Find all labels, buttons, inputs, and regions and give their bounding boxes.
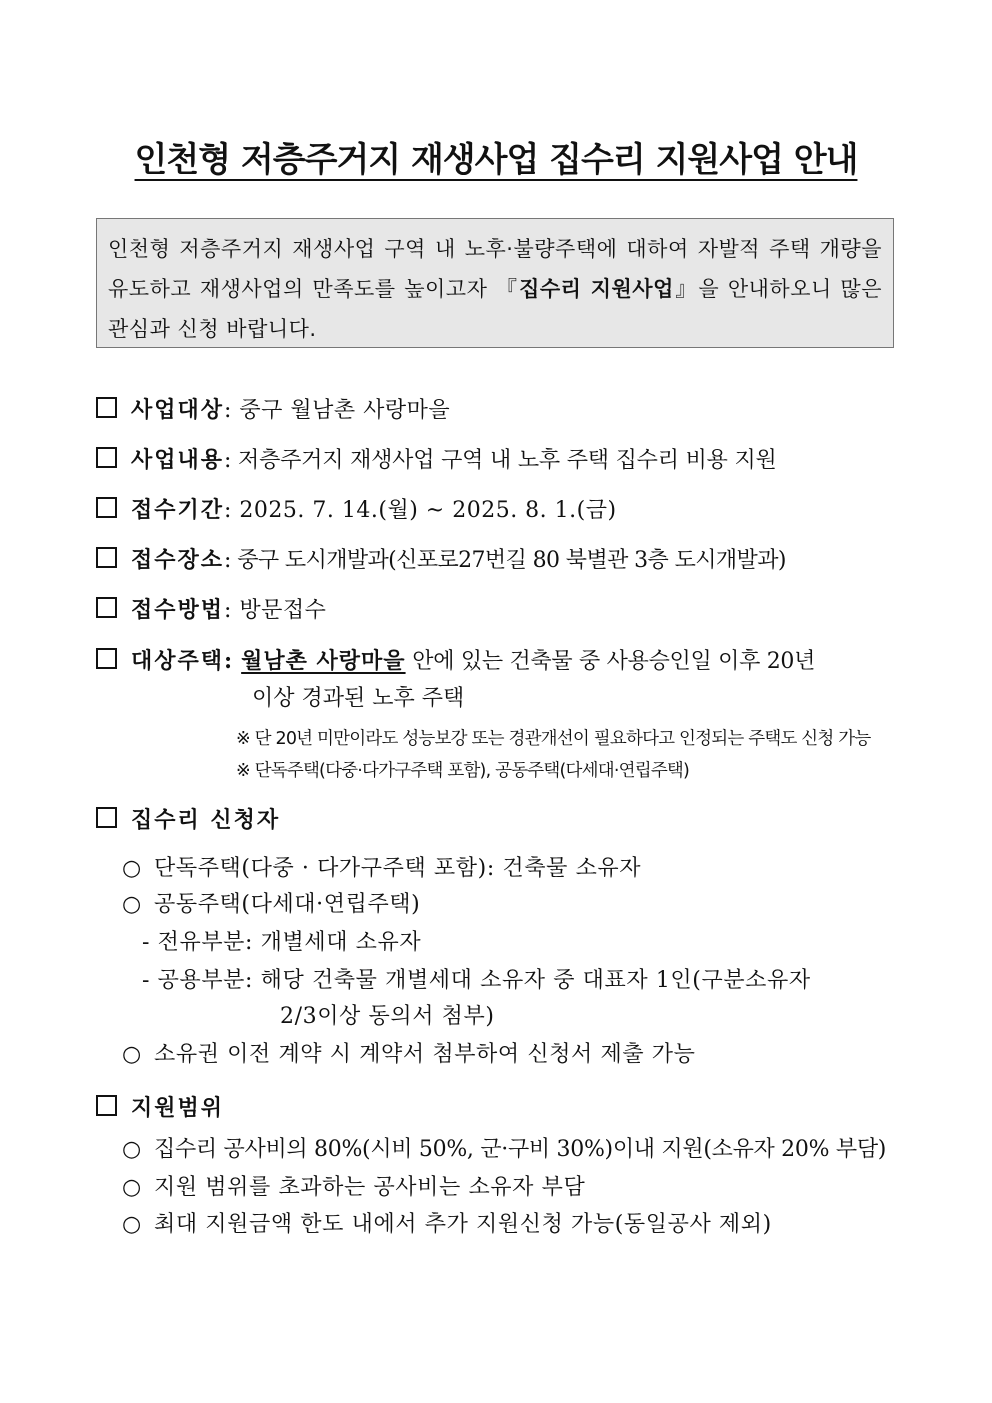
intro-text-after: 』을 안내하오니 많은 관심과 신청 바랍니다.	[108, 277, 883, 341]
circle-bullet-icon: ○	[122, 1042, 142, 1067]
checkbox-square-icon	[96, 597, 117, 618]
applicant-sub-1: - 전유부분: 개별세대 소유자	[142, 930, 422, 955]
intro-text-before: 인천형 저층주거지 재생사업 구역 내 노후·불량주택에 대하여 자발적 주택 개량을 유도하고 재생사업의 만족도를 높이고자 『	[108, 237, 882, 301]
scope-heading: 지원범위	[96, 1093, 224, 1124]
applicant-bullet-1: ○ 단독주택(다중 · 다가구주택 포함): 건축물 소유자	[122, 856, 642, 881]
item-place	[96, 545, 786, 576]
scope-bullet-3: ○ 최대 지원금액 한도 내에서 추가 지원신청 가능(동일공사 제외)	[122, 1212, 772, 1237]
item-label: 접수방법	[131, 597, 225, 623]
item-value: : 중구 월남촌 사랑마을	[224, 398, 451, 423]
applicant-bullet-2: ○ 공동주택(다세대·연립주택)	[122, 892, 421, 917]
checkbox-square-icon	[96, 497, 117, 518]
intro-bold-text: 집수리 지원사업	[519, 277, 674, 301]
checkbox-square-icon	[96, 447, 117, 468]
item-label: 대상주택:	[131, 648, 235, 674]
checkbox-square-icon	[96, 397, 117, 418]
checkbox-square-icon	[96, 807, 117, 828]
item-label: 접수장소	[131, 547, 225, 573]
checkbox-square-icon	[96, 648, 117, 669]
item-value: : 2025. 7. 14.(월) ~ 2025. 8. 1.(금)	[224, 498, 617, 523]
scope-bullet-2: ○ 지원 범위를 초과하는 공사비는 소유자 부담	[122, 1175, 586, 1200]
circle-bullet-icon: ○	[122, 1137, 141, 1162]
item-label: 사업내용	[131, 447, 225, 473]
page-title: 인천형 저층주거지 재생사업 집수리 지원사업 안내	[134, 140, 858, 180]
circle-bullet-icon: ○	[122, 1212, 142, 1237]
item-content	[96, 445, 777, 476]
applicant-sub-2-cont: 2/3이상 동의서 첨부)	[280, 1004, 495, 1029]
target-line2: 이상 경과된 노후 주택	[252, 686, 465, 711]
applicant-heading: 집수리 신청자	[96, 805, 280, 836]
intro-box	[96, 218, 894, 348]
checkbox-square-icon	[96, 547, 117, 568]
applicant-bullet-3: ○ 소유권 이전 계약 시 계약서 첨부하여 신청서 제출 가능	[122, 1042, 696, 1067]
item-period	[96, 495, 617, 526]
checkbox-square-icon	[96, 1095, 117, 1116]
item-label: 접수기간	[131, 497, 225, 523]
circle-bullet-icon: ○	[122, 892, 142, 917]
circle-bullet-icon: ○	[122, 1175, 142, 1200]
item-value: : 방문접수	[224, 598, 327, 623]
note-1: ※ 단 20년 미만이라도 성능보강 또는 경관개선이 필요하다고 인정되는 주택도 신청 가능	[236, 729, 871, 749]
target-line1: 안에 있는 건축물 중 사용승인일 이후 20년	[405, 649, 816, 674]
circle-bullet-icon: ○	[122, 856, 142, 881]
applicant-sub-2: - 공용부분: 해당 건축물 개별세대 소유자 중 대표자 1인(구분소유자	[142, 968, 811, 993]
note-2: ※ 단독주택(다중·다가구주택 포함), 공동주택(다세대·연립주택)	[236, 761, 690, 781]
item-label: 사업대상	[131, 397, 225, 423]
item-value: : 저층주거지 재생사업 구역 내 노후 주택 집수리 비용 지원	[224, 448, 777, 473]
item-method	[96, 595, 326, 626]
scope-bullet-1: ○ 집수리 공사비의 80%(시비 50%, 군·구비 30%)이내 지원(소유자 20% 부담)	[122, 1137, 887, 1162]
item-target-housing	[96, 646, 815, 677]
item-target	[96, 395, 450, 426]
target-underlined-text: 월남촌 사랑마을	[241, 648, 406, 674]
item-value: : 중구 도시개발과(신포로27번길 80 북별관 3층 도시개발과)	[224, 548, 786, 573]
